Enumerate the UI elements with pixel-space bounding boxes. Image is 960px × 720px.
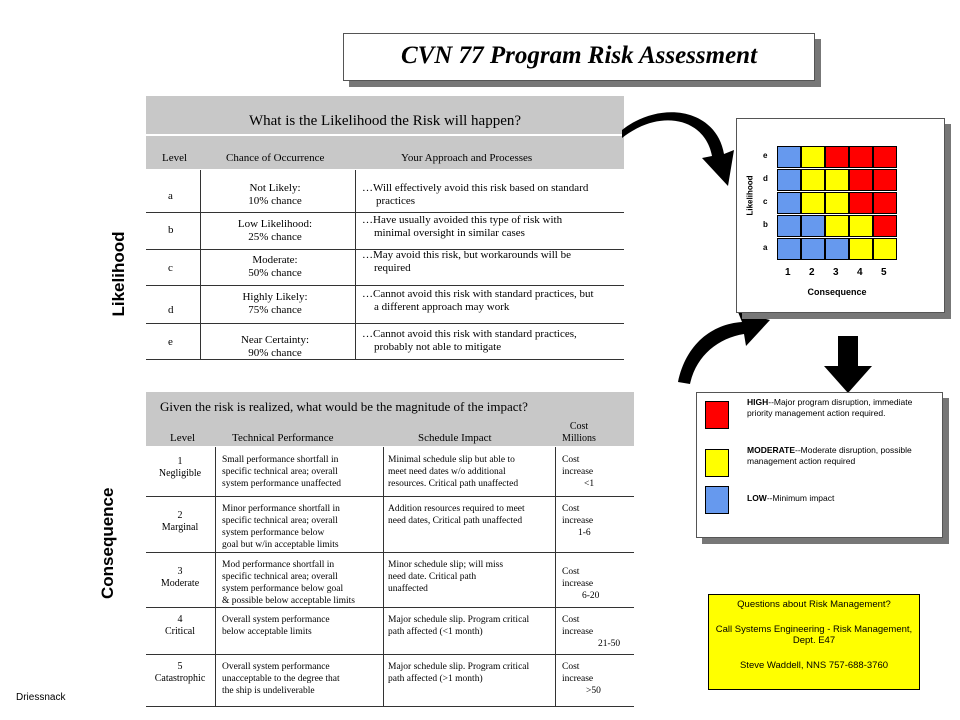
matrix-cell: [801, 146, 825, 168]
matrix-x-label: Consequence: [807, 287, 867, 297]
matrix-cell: [873, 192, 897, 214]
level-name: Critical: [165, 626, 195, 637]
contact-box: [708, 594, 920, 690]
tech-line: specific technical area; overall: [222, 572, 338, 582]
cost-impact: [562, 661, 622, 697]
tech-line: Small performance shortfall in: [222, 455, 339, 465]
tech-line: system performance below: [222, 528, 325, 538]
approach-line: practices: [376, 195, 416, 207]
approach-line: minimal oversight in similar cases: [374, 227, 525, 239]
matrix-cell: [777, 192, 801, 214]
matrix-cell: [849, 215, 873, 237]
consequence-row-divider: [146, 607, 634, 608]
tech-line: Minor performance shortfall in: [222, 504, 340, 514]
sched-line: need date. Critical path: [388, 572, 477, 582]
contact-line: Questions about Risk Management?: [737, 599, 891, 610]
cost-impact: [562, 566, 622, 602]
matrix-cell: [825, 192, 849, 214]
tech-line: unacceptable to the degree that: [222, 674, 340, 684]
level-name: Catastrophic: [154, 673, 206, 684]
chance-value: 90% chance: [248, 347, 302, 359]
legend-high-desc: --Major program disruption, immediate priority management action required.: [747, 397, 913, 418]
matrix-col-label: 5: [881, 267, 887, 278]
likelihood-approach: [362, 214, 622, 240]
matrix-row-label: a: [763, 243, 768, 252]
approach-line: …Have usually avoided this type of risk with: [362, 214, 563, 226]
likelihood-chance: [205, 254, 345, 280]
approach-line: …Cannot avoid this risk with standard practices, but: [362, 288, 594, 300]
tech-line: system performance below goal: [222, 584, 344, 594]
likelihood-chance: [205, 182, 345, 208]
likelihood-level: b: [168, 224, 174, 236]
tech-line: below acceptable limits: [222, 627, 312, 637]
level-number: 5: [177, 661, 183, 672]
cost-line: increase: [562, 674, 594, 684]
sched-line: unaffected: [388, 584, 428, 594]
likelihood-approach: [362, 249, 622, 275]
schedule-impact: [388, 454, 558, 490]
sched-line: Minimal schedule slip but able to: [388, 455, 515, 465]
consequence-header-cost: [556, 421, 602, 445]
approach-line: …May avoid this risk, but workarounds will be: [362, 249, 571, 261]
legend-moderate-desc: --Moderate disruption, possible management action required: [747, 445, 912, 466]
matrix-row-label: b: [763, 220, 768, 229]
schedule-impact: [388, 661, 558, 685]
author-footer: Driessnack: [16, 692, 66, 703]
consequence-side-label: Consequence: [98, 487, 117, 599]
level-name: Marginal: [161, 522, 199, 533]
sched-line: Major schedule slip. Program critical: [388, 662, 530, 672]
approach-line: required: [374, 262, 411, 274]
legend-low-label: LOW: [747, 493, 767, 503]
matrix-cell: [801, 238, 825, 260]
cost-line: Cost: [562, 455, 580, 465]
sched-line: need dates, Critical path unaffected: [388, 516, 523, 526]
matrix-cell: [801, 215, 825, 237]
likelihood-col-divider: [355, 170, 356, 359]
consequence-question: Given the risk is realized, what would be the magnitude of the impact?: [160, 399, 528, 414]
level-name: Moderate: [160, 578, 200, 589]
sched-line: Minor schedule slip; will miss: [388, 560, 504, 570]
level-number: 3: [177, 566, 183, 577]
likelihood-row-divider: [146, 285, 624, 286]
technical-performance: [222, 503, 387, 551]
matrix-cell: [777, 238, 801, 260]
chance-label: Not Likely:: [249, 182, 301, 194]
consequence-row-divider: [146, 706, 634, 707]
legend-moderate-label: MODERATE: [747, 445, 796, 455]
cost-line: Cost: [562, 615, 580, 625]
matrix-cell: [873, 238, 897, 260]
cost-line: Cost: [562, 504, 580, 514]
likelihood-approach: [362, 182, 622, 208]
matrix-col-label: 1: [785, 267, 791, 278]
chance-label: Moderate:: [252, 254, 298, 266]
cost-value: >50: [586, 686, 601, 696]
matrix-cell: [777, 146, 801, 168]
matrix-cell: [873, 169, 897, 191]
matrix-cell: [873, 215, 897, 237]
legend-low-swatch: [705, 486, 729, 514]
consequence-level: [148, 614, 212, 638]
cost-value: 6-20: [582, 591, 600, 601]
consequence-row-divider: [146, 552, 634, 553]
tech-line: specific technical area; overall: [222, 516, 338, 526]
cost-value: 21-50: [598, 639, 621, 649]
likelihood-approach: [362, 288, 622, 314]
tech-line: specific technical area; overall: [222, 467, 338, 477]
sched-line: meet need dates w/o additional: [388, 467, 506, 477]
matrix-row-label: e: [763, 151, 768, 160]
level-number: 2: [177, 510, 183, 521]
likelihood-row-divider: [146, 212, 624, 213]
technical-performance: [222, 614, 387, 638]
tech-line: & possible below acceptable limits: [222, 596, 355, 606]
legend-low-desc: --Minimum impact: [766, 493, 835, 503]
cost-line: Cost: [562, 662, 580, 672]
matrix-cell: [873, 146, 897, 168]
matrix-cell: [849, 169, 873, 191]
chance-label: Near Certainty:: [240, 334, 310, 346]
contact-line: Steve Waddell, NNS 757-688-3760: [739, 660, 889, 671]
matrix-cell: [825, 238, 849, 260]
likelihood-approach: [362, 328, 622, 354]
likelihood-header-approach: Your Approach and Processes: [401, 152, 533, 164]
down-arrow-icon: [822, 336, 874, 394]
cost-line: increase: [562, 627, 594, 637]
likelihood-header-bar: [146, 136, 624, 169]
likelihood-row-divider: [146, 323, 624, 324]
schedule-impact: [388, 614, 558, 638]
tech-line: goal but w/in acceptable limits: [222, 540, 339, 550]
technical-performance: [222, 454, 387, 490]
consequence-col-divider: [215, 447, 216, 706]
cost-line: increase: [562, 516, 594, 526]
level-name: Negligible: [158, 468, 202, 479]
cost-value: <1: [584, 479, 595, 489]
matrix-cell: [825, 169, 849, 191]
tech-line: the ship is undeliverable: [222, 686, 315, 696]
likelihood-chance: [205, 291, 345, 317]
likelihood-header-chance: Chance of Occurrence: [226, 152, 325, 164]
chance-label: Highly Likely:: [242, 291, 308, 303]
legend-low-text: [747, 493, 937, 504]
sched-line: Addition resources required to meet: [388, 504, 525, 514]
tech-line: Mod performance shortfall in: [222, 560, 335, 570]
sched-line: resources. Critical path unaffected: [388, 479, 519, 489]
matrix-cell: [777, 169, 801, 191]
sched-line: Major schedule slip. Program critical: [388, 615, 530, 625]
consequence-row-divider: [146, 654, 634, 655]
cost-header-line: Cost: [569, 421, 589, 432]
curved-arrow-icon: [620, 100, 740, 195]
consequence-level: [148, 510, 212, 534]
title-box: [343, 33, 815, 81]
likelihood-header-level: Level: [162, 152, 188, 164]
consequence-header-level: Level: [170, 432, 196, 444]
likelihood-level: d: [168, 304, 174, 316]
legend-moderate-text: [747, 445, 937, 467]
cost-line: increase: [562, 467, 594, 477]
risk-matrix-panel: [736, 118, 945, 313]
cost-impact: [562, 454, 622, 490]
consequence-header-schedule: Schedule Impact: [418, 432, 492, 444]
cost-line: increase: [562, 579, 594, 589]
matrix-row-label: d: [763, 174, 768, 183]
sched-line: path affected (<1 month): [388, 627, 483, 637]
approach-line: a different approach may work: [374, 301, 510, 313]
cost-impact: [562, 503, 622, 539]
matrix-cell: [777, 215, 801, 237]
legend-high-swatch: [705, 401, 729, 429]
likelihood-chance: [205, 334, 345, 360]
chance-value: 10% chance: [248, 195, 302, 207]
matrix-cell: [849, 238, 873, 260]
likelihood-level: e: [168, 336, 173, 348]
technical-performance: [222, 559, 387, 607]
chance-value: 75% chance: [248, 304, 302, 316]
schedule-impact: [388, 503, 558, 527]
consequence-row-divider: [146, 496, 634, 497]
cost-line: Cost: [562, 567, 580, 577]
likelihood-level: a: [168, 190, 173, 202]
level-number: 4: [177, 614, 183, 625]
likelihood-col-divider: [200, 170, 201, 359]
approach-line: probably not able to mitigate: [374, 341, 502, 353]
likelihood-question: What is the Likelihood the Risk will happen?: [248, 113, 522, 129]
matrix-y-label: Likelihood: [745, 175, 755, 216]
legend-moderate-swatch: [705, 449, 729, 477]
schedule-impact: [388, 559, 558, 595]
matrix-cell: [825, 215, 849, 237]
chance-value: 50% chance: [248, 267, 302, 279]
chance-label: Low Likelihood:: [237, 218, 313, 230]
likelihood-side-label: Likelihood: [109, 231, 128, 317]
technical-performance: [222, 661, 387, 697]
matrix-col-label: 2: [809, 267, 815, 278]
level-number: 1: [177, 456, 183, 467]
contact-line: Call Systems Engineering - Risk Management,: [715, 624, 913, 635]
cost-impact: [562, 614, 622, 650]
tech-line: system performance unaffected: [222, 479, 342, 489]
consequence-level: [146, 661, 214, 685]
sched-line: path affected (>1 month): [388, 674, 483, 684]
tech-line: Overall system performance: [222, 615, 330, 625]
approach-line: …Cannot avoid this risk with standard practices,: [362, 328, 577, 340]
legend-high-text: [747, 397, 937, 419]
tech-line: Overall system performance: [222, 662, 330, 672]
page-title: CVN 77 Program Risk Assessment: [400, 42, 758, 69]
approach-line: …Will effectively avoid this risk based on standard: [362, 182, 589, 194]
matrix-cell: [801, 192, 825, 214]
matrix-cell: [825, 146, 849, 168]
matrix-row-label: c: [763, 197, 768, 206]
matrix-col-label: 4: [857, 267, 863, 278]
cost-value: 1-6: [578, 528, 591, 538]
consequence-level: [148, 566, 212, 590]
likelihood-level: c: [168, 262, 173, 274]
contact-line: Dept. E47: [792, 635, 836, 646]
consequence-header-technical: Technical Performance: [232, 432, 334, 444]
matrix-col-label: 3: [833, 267, 839, 278]
chance-value: 25% chance: [248, 231, 302, 243]
consequence-level: [148, 456, 212, 480]
legend-high-label: HIGH: [747, 397, 769, 407]
cost-header-line: Millions: [562, 433, 596, 444]
likelihood-chance: [205, 218, 345, 244]
matrix-cell: [849, 192, 873, 214]
matrix-cell: [801, 169, 825, 191]
matrix-cell: [849, 146, 873, 168]
legend-panel: [696, 392, 943, 538]
